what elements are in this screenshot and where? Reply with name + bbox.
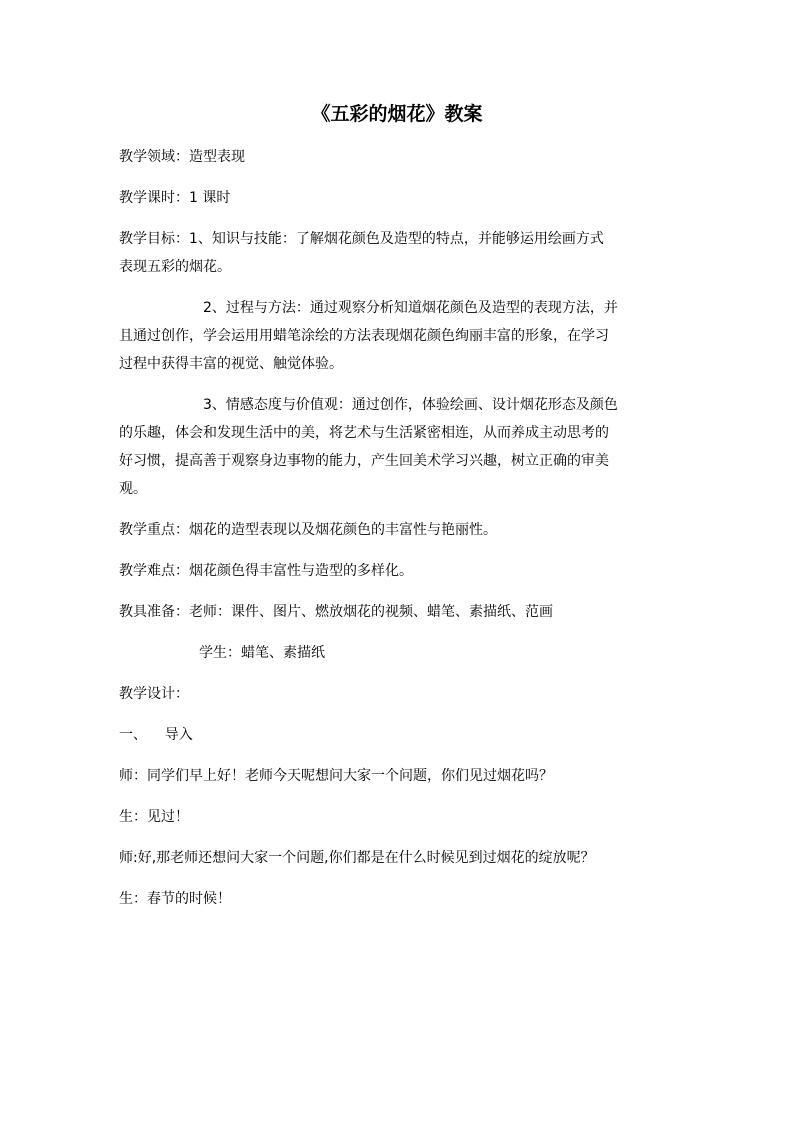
section-1-text: 一、 导入 <box>119 727 193 743</box>
goal-2-line-3: 过程中获得丰富的视觉、触觉体验。 <box>119 356 343 372</box>
dialog-line: 师:好,那老师还想问大家一个问题,你们都是在什么时候见到过烟花的绽放呢？ <box>119 850 595 866</box>
teaching-design-label: 教学设计： <box>119 686 189 702</box>
materials-teacher: 教具准备：老师：课件、图片、燃放烟花的视频、蜡笔、素描纸、范画 <box>119 604 553 620</box>
teaching-difficulty: 教学难点：烟花颜色得丰富性与造型的多样化。 <box>119 563 413 579</box>
goal-1-line-1: 教学目标：1、知识与技能：了解烟花颜色及造型的特点，并能够运用绘画方式 <box>119 231 604 247</box>
document-body <box>119 143 675 926</box>
teaching-key-point: 教学重点：烟花的造型表现以及烟花颜色的丰富性与艳丽性。 <box>119 522 497 538</box>
goal-3-line-4: 观。 <box>119 481 147 497</box>
goal-3-line-2: 的乐趣，体会和发现生活中的美，将艺术与生活紧密相连，从而养成主动思考的 <box>119 425 609 441</box>
section-heading-intro <box>119 721 675 749</box>
dialog-line: 师：同学们早上好！老师今天呢想问大家一个问题，你们见过烟花吗？ <box>119 768 553 784</box>
dialog-line: 生：见过！ <box>119 809 189 825</box>
goal-1-line-2: 表现五彩的烟花。 <box>119 259 231 275</box>
teaching-domain: 教学领域：造型表现 <box>119 149 245 165</box>
goal-3-line-3: 好习惯，提高善于观察身边事物的能力，产生回美术学习兴趣，树立正确的审美 <box>119 453 609 469</box>
materials-student: 学生：蜡笔、素描纸 <box>199 645 325 661</box>
teaching-goal-3 <box>119 391 675 503</box>
goal-2-line-1: 2、过程与方法：通过观察分析知道烟花颜色及造型的表现方法，并 <box>203 300 618 316</box>
document-title: 《五彩的烟花》教案 <box>311 103 483 125</box>
teaching-goal-1 <box>119 225 675 281</box>
goal-2-line-2: 且通过创作，学会运用用蜡笔涂绘的方法表现烟花颜色绚丽丰富的形象，在学习 <box>119 328 609 344</box>
teaching-goal-2 <box>119 294 675 378</box>
dialog-line: 生：春节的时候！ <box>119 891 231 907</box>
goal-3-line-1: 3、情感态度与价值观：通过创作，体验绘画、设计烟花形态及颜色 <box>203 397 618 413</box>
teaching-hours: 教学课时：1 课时 <box>119 190 231 206</box>
